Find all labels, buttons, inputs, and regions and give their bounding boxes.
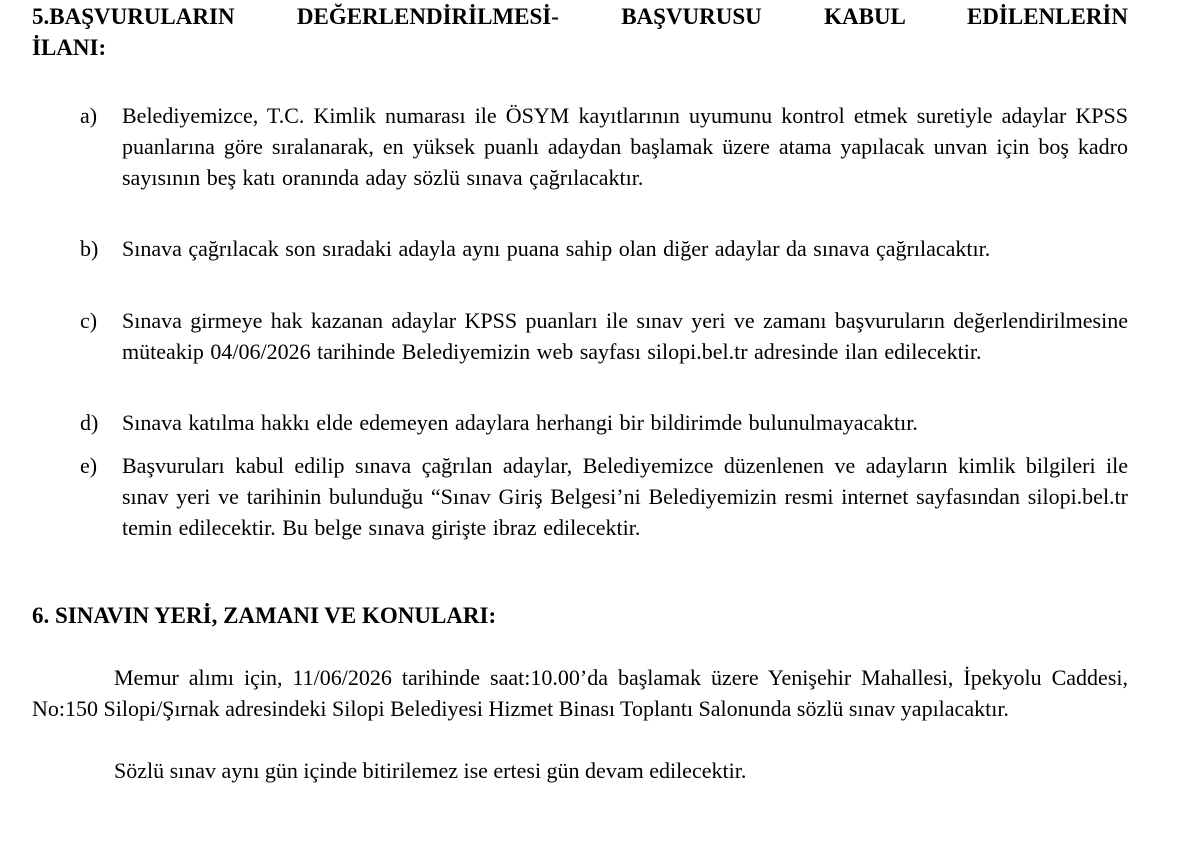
section-5-heading-line2: İLANI: (32, 35, 107, 60)
section-6-paragraph-1: Memur alımı için, 11/06/2026 tarihinde saat:10.00’da başlamak üzere Yenişehir Mahallesi, İpekyolu Caddesi, No:150 Silopi/Şırnak adresindeki Silopi Belediyesi Hizmet Binası Toplantı Salonunda sözlü sınav yapılacaktır. (32, 665, 1128, 721)
list-item-b (80, 233, 1128, 264)
list-marker: d) (80, 410, 99, 435)
list-marker: e) (80, 453, 98, 478)
list-item-text: Sınava girmeye hak kazanan adaylar KPSS puanları ile sınav yeri ve zamanı başvuruların değerlendirilmesine müteakip 04/06/2026 tarihinde Belediyemizin web sayfası silopi.bel.tr adresinde ilan edilecektir. (122, 308, 1128, 364)
list-item-d (80, 407, 1128, 438)
list-item-text: Belediyemizce, T.C. Kimlik numarası ile ÖSYM kayıtlarının uyumunu kontrol etmek suretiyle adaylar KPSS puanlarına göre sıralanarak, en yüksek puanlı adaydan başlamak üzere atama yapılacak unvan için boş kadro sayısının beş katı oranında aday sözlü sınava çağrılacaktır. (122, 103, 1128, 190)
list-item-text: Sınava çağrılacak son sıradaki adayla aynı puana sahip olan diğer adaylar da sınava çağrılacaktır. (122, 236, 991, 261)
list-marker: b) (80, 236, 99, 261)
list-item-text: Sınava katılma hakkı elde edemeyen adaylara herhangi bir bildirimde bulunulmayacaktır. (122, 410, 918, 435)
section-6-paragraph-2: Sözlü sınav aynı gün içinde bitirilemez ise ertesi gün devam edilecektir. (114, 758, 747, 783)
section-6-heading: 6. SINAVIN YERİ, ZAMANI VE KONULARI: (32, 603, 497, 628)
list-item-text: Başvuruları kabul edilip sınava çağrılan adaylar, Belediyemizce düzenlenen ve adayların kimlik bilgileri ile sınav yeri ve tarihinin bulunduğu “Sınav Giriş Belgesi’ni Belediyemizin resmi internet sayfasından silopi.bel.tr temin edilecektir. Bu belge sınava girişte ibraz edilecektir. (122, 453, 1128, 540)
section-5-heading (32, 1, 1128, 63)
list-item-a (80, 100, 1128, 193)
list-item-e (80, 450, 1128, 543)
section-5-heading-line1: 5.BAŞVURULARIN DEĞERLENDİRİLMESİ- BAŞVURUSU KABUL EDİLENLERİN (32, 4, 1128, 29)
list-marker: c) (80, 308, 98, 333)
list-marker: a) (80, 103, 98, 128)
list-item-c (80, 305, 1128, 367)
